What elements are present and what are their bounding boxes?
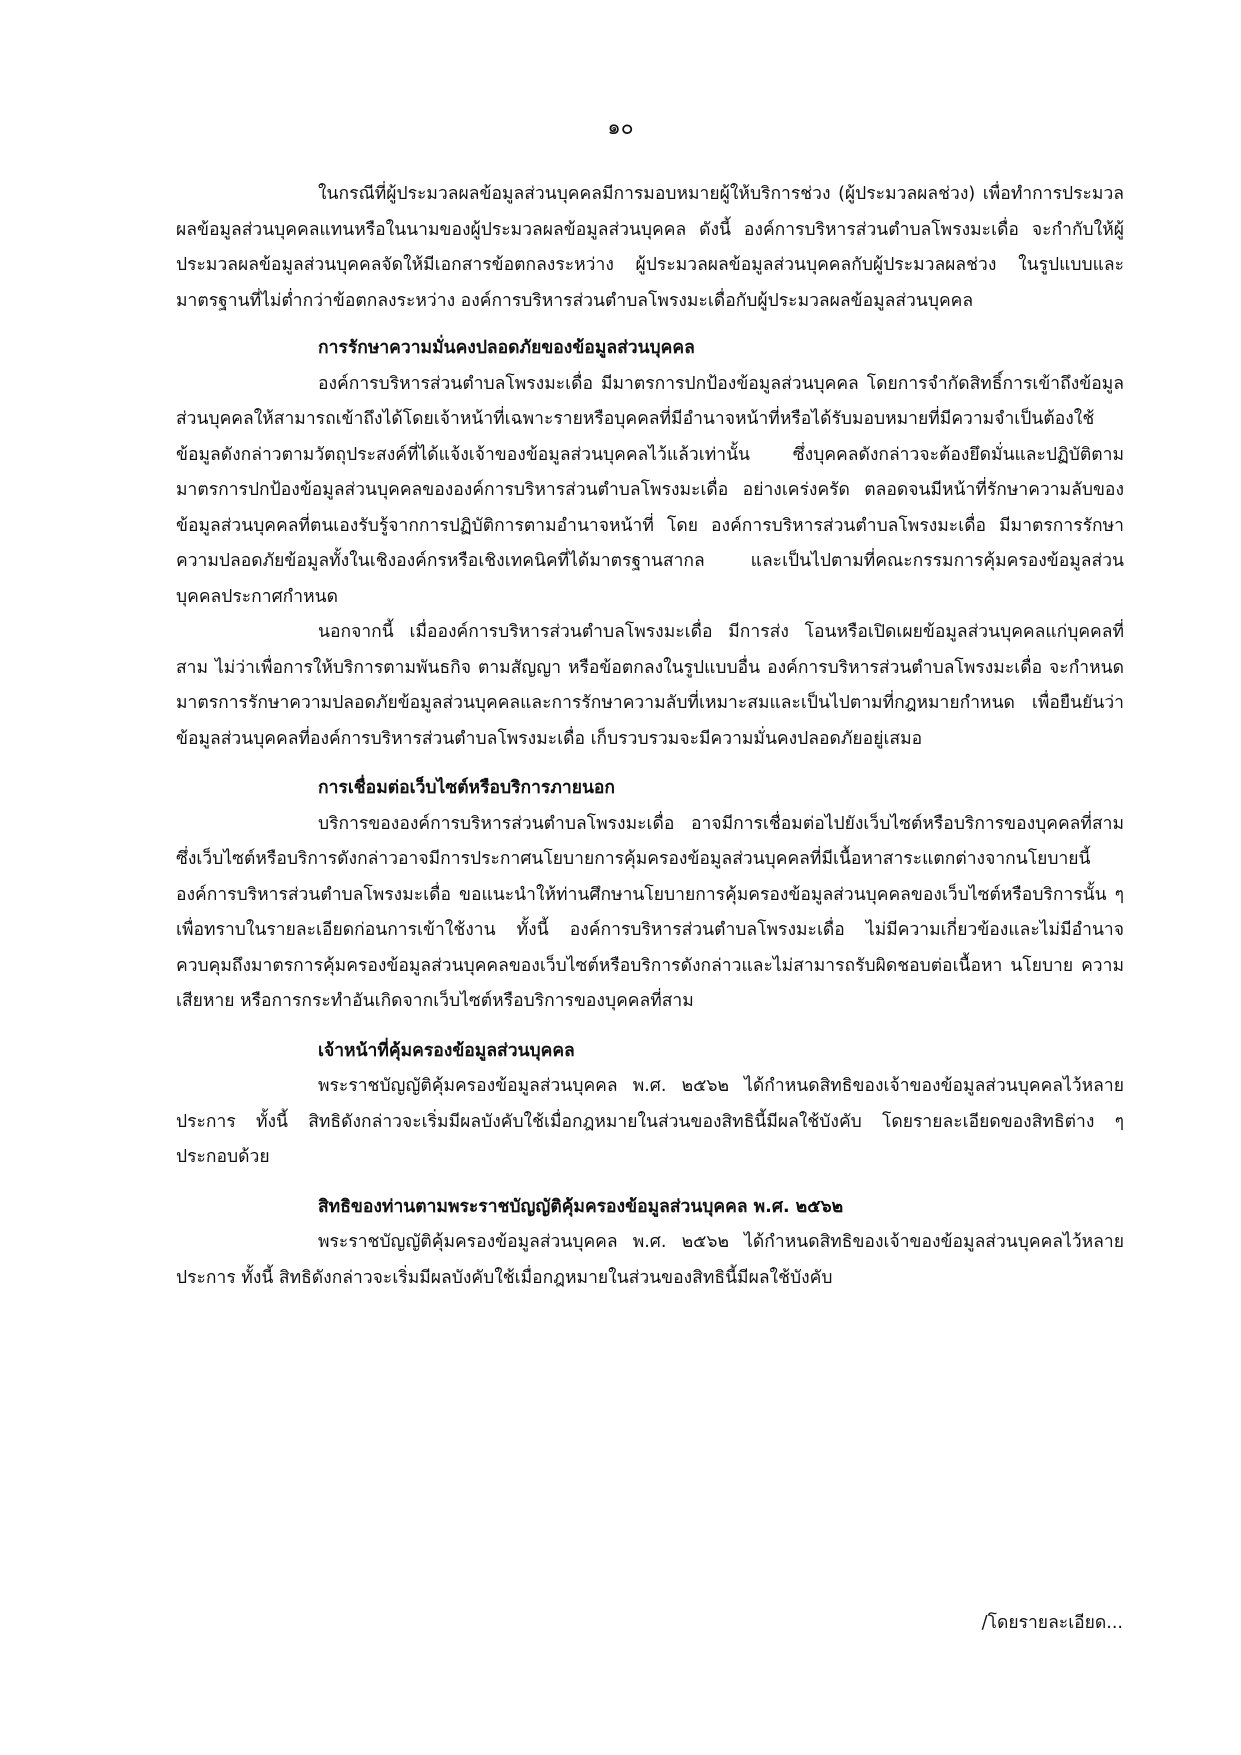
page-number: ๑๐ <box>607 115 634 139</box>
rights-heading: สิทธิของท่านตามพระราชบัญญัติคุ้มครองข้อมูลส่วนบุคคล พ.ศ. ๒๕๖๒ <box>318 1196 844 1217</box>
intro-paragraph: ในกรณีที่ผู้ประมวลผลข้อมูลส่วนบุคคลมีการมอบหมายผู้ให้บริการช่วง (ผู้ประมวลผลช่วง) เพื่อทำการประมวลผลข้อมูลส่วนบุคคลแทนหรือในนามของผู้ประมวลผลข้อมูลส่วนบุคคล ดังนี้ องค์การบริหารส่วนตำบลโพรงมะเดื่อ จะกำกับให้ผู้ประมวลผลข้อมูลส่วนบุคคลจัดให้มีเอกสารข้อตกลงระหว่าง ผู้ประมวลผลข้อมูลส่วนบุคคลกับผู้ประมวลผลช่วง ในรูปแบบและมาตรฐานที่ไม่ต่ำกว่าข้อตกลงระหว่าง องค์การบริหารส่วนตำบลโพรงมะเดื่อกับผู้ประมวลผลข้อมูลส่วนบุคคล <box>176 184 1124 311</box>
dpo-heading: เจ้าหน้าที่คุ้มครองข้อมูลส่วนบุคคล <box>318 1040 575 1061</box>
document-body <box>176 177 1124 1296</box>
rights-paragraph: พระราชบัญญัติคุ้มครองข้อมูลส่วนบุคคล พ.ศ. ๒๕๖๒ ได้กำหนดสิทธิของเจ้าของข้อมูลส่วนบุคคลไว้หลายประการ ทั้งนี้ สิทธิดังกล่าวจะเริ่มมีผลบังคับใช้เมื่อกฎหมายในส่วนของสิทธินี้มีผลใช้บังคับ <box>176 1232 1124 1288</box>
continuation-note: /โดยรายละเอียด... <box>981 1613 1123 1633</box>
security-heading: การรักษาความมั่นคงปลอดภัยของข้อมูลส่วนบุคคล <box>318 338 695 358</box>
external-links-heading: การเชื่อมต่อเว็บไซต์หรือบริการภายนอก <box>318 778 616 798</box>
security-paragraph-2: นอกจากนี้ เมื่อองค์การบริหารส่วนตำบลโพรงมะเดื่อ มีการส่ง โอนหรือเปิดเผยข้อมูลส่วนบุคคลแก่บุคคลที่สาม ไม่ว่าเพื่อการให้บริการตามพันธกิจ ตามสัญญา หรือข้อตกลงในรูปแบบอื่น องค์การบริหารส่วนตำบลโพรงมะเดื่อ จะกำหนดมาตรการรักษาความปลอดภัยข้อมูลส่วนบุคคลและการรักษาความลับที่เหมาะสมและเป็นไปตามที่กฎหมายกำหนด เพื่อยืนยันว่าข้อมูลส่วนบุคคลที่องค์การบริหารส่วนตำบลโพรงมะเดื่อ เก็บรวบรวมจะมีความมั่นคงปลอดภัยอยู่เสมอ <box>176 622 1124 749</box>
security-paragraph-1: องค์การบริหารส่วนตำบลโพรงมะเดื่อ มีมาตรการปกป้องข้อมูลส่วนบุคคล โดยการจำกัดสิทธิ์การเข้าถึงข้อมูลส่วนบุคคลให้สามารถเข้าถึงได้โดยเจ้าหน้าที่เฉพาะรายหรือบุคคลที่มีอำนาจหน้าที่หรือได้รับมอบหมายที่มีความจำเป็นต้องใช้ข้อมูลดังกล่าวตามวัตถุประสงค์ที่ได้แจ้งเจ้าของข้อมูลส่วนบุคคลไว้แล้วเท่านั้น ซึ่งบุคคลดังกล่าวจะต้องยึดมั่นและปฏิบัติตามมาตรการปกป้องข้อมูลส่วนบุคคลขององค์การบริหารส่วนตำบลโพรงมะเดื่อ อย่างเคร่งครัด ตลอดจนมีหน้าที่รักษาความลับของข้อมูลส่วนบุคคลที่ตนเองรับรู้จากการปฏิบัติการตามอำนาจหน้าที่ โดย องค์การบริหารส่วนตำบลโพรงมะเดื่อ มีมาตรการรักษาความปลอดภัยข้อมูลทั้งในเชิงองค์กรหรือเชิงเทคนิคที่ได้มาตรฐานสากล และเป็นไปตามที่คณะกรรมการคุ้มครองข้อมูลส่วนบุคคลประกาศกำหนด <box>176 373 1124 607</box>
dpo-paragraph: พระราชบัญญัติคุ้มครองข้อมูลส่วนบุคคล พ.ศ. ๒๕๖๒ ได้กำหนดสิทธิของเจ้าของข้อมูลส่วนบุคคลไว้หลายประการ ทั้งนี้ สิทธิดังกล่าวจะเริ่มมีผลบังคับใช้เมื่อกฎหมายในส่วนของสิทธินี้มีผลใช้บังคับ โดยรายละเอียดของสิทธิต่าง ๆ ประกอบด้วย <box>176 1076 1124 1167</box>
external-links-paragraph: บริการขององค์การบริหารส่วนตำบลโพรงมะเดื่อ อาจมีการเชื่อมต่อไปยังเว็บไซต์หรือบริการของบุคคลที่สาม ซึ่งเว็บไซต์หรือบริการดังกล่าวอาจมีการประกาศนโยบายการคุ้มครองข้อมูลส่วนบุคคลที่มีเนื้อหาสาระแตกต่างจากนโยบายนี้ องค์การบริหารส่วนตำบลโพรงมะเดื่อ ขอแนะนำให้ท่านศึกษานโยบายการคุ้มครองข้อมูลส่วนบุคคลของเว็บไซต์หรือบริการนั้น ๆ เพื่อทราบในรายละเอียดก่อนการเข้าใช้งาน ทั้งนี้ องค์การบริหารส่วนตำบลโพรงมะเดื่อ ไม่มีความเกี่ยวข้องและไม่มีอำนาจควบคุมถึงมาตรการคุ้มครองข้อมูลส่วนบุคคลของเว็บไซต์หรือบริการดังกล่าวและไม่สามารถรับผิดชอบต่อเนื้อหา นโยบาย ความเสียหาย หรือการกระทำอันเกิดจากเว็บไซต์หรือบริการของบุคคลที่สาม <box>176 813 1124 1011</box>
